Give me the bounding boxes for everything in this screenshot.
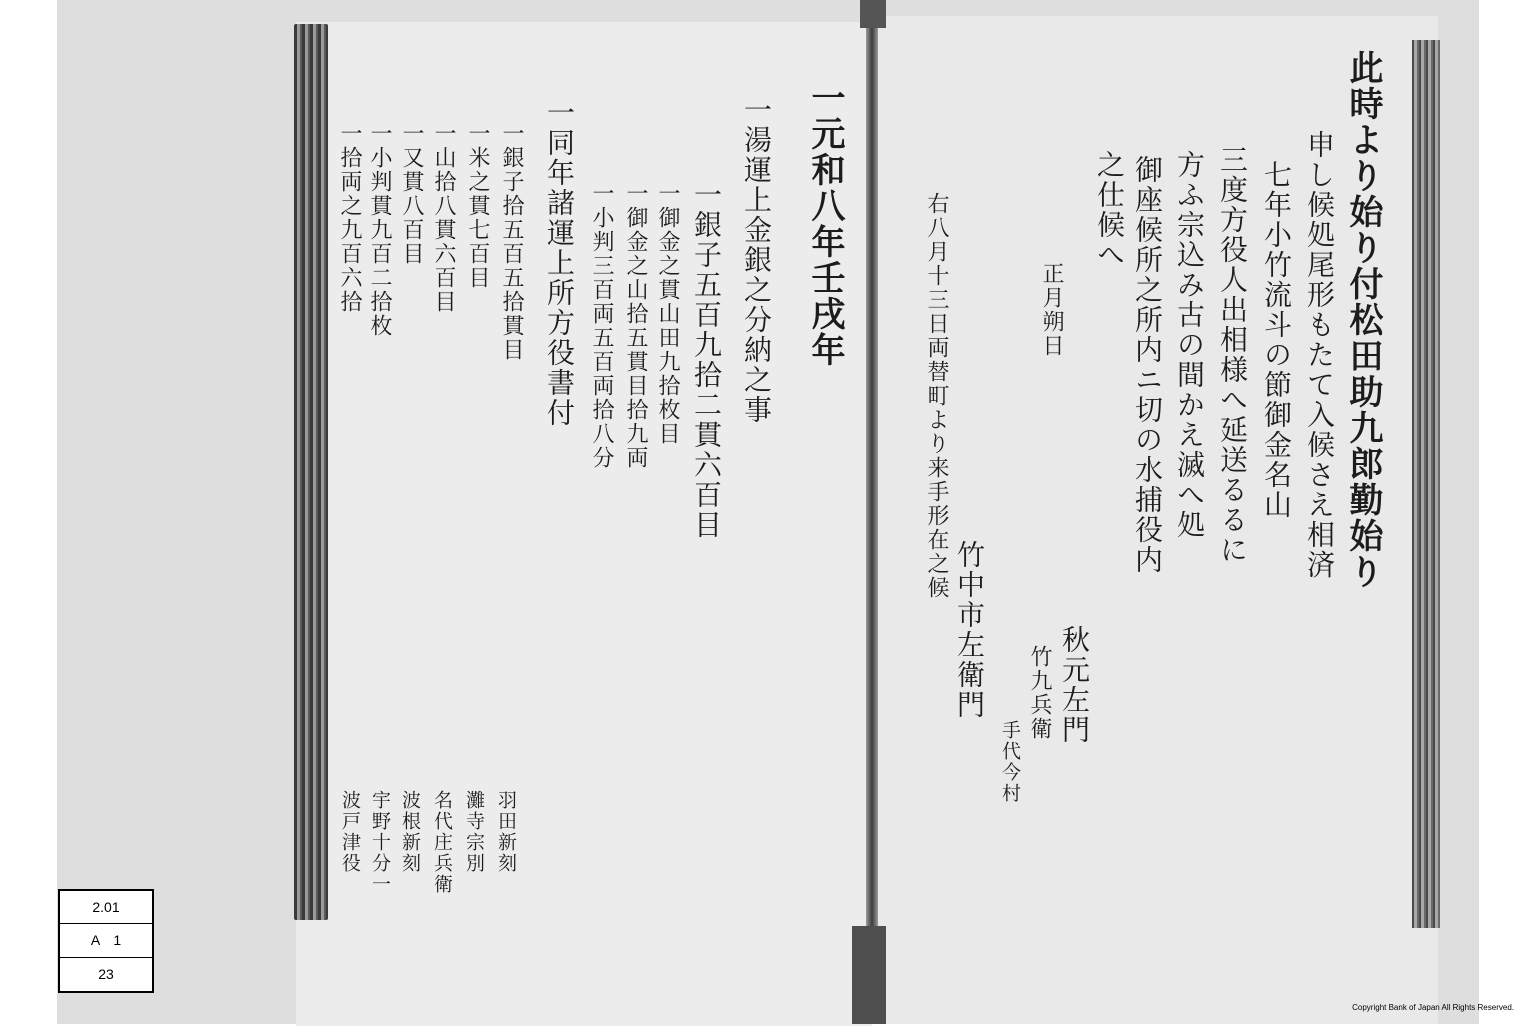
right-page-edge — [1412, 40, 1440, 928]
catalog-line-3: 23 — [98, 966, 114, 983]
left-item-4: 一御金之山拾五貫目拾九両 — [623, 182, 648, 470]
left-item-1: 一湯運上金銀之分納之事 — [740, 95, 773, 425]
right-col-4: 三度方役人出相様へ延送るるに — [1216, 145, 1249, 565]
right-col-2: 申し候処尾形もたて入候さえ相済 — [1303, 130, 1336, 580]
catalog-line-2: A 1 — [60, 924, 152, 957]
left-item-7: 一銀子拾五百五拾貫目 — [499, 122, 524, 362]
right-note: 右八月十三日両替町より来手形在之候 — [924, 192, 949, 600]
left-note-5: 宇野十分一 — [369, 790, 391, 895]
book-spine — [866, 0, 878, 1024]
left-note-1: 羽田新刻 — [495, 790, 517, 874]
right-col-6: 御座候所之所内ニ切の水捕役内 — [1131, 155, 1164, 575]
right-date: 正月朔日 — [1039, 262, 1064, 358]
signer-3: 竹九兵衛 — [1027, 645, 1052, 741]
right-col-1: 此時より始り付松田助九郎勤始り — [1343, 50, 1383, 590]
left-note-4: 波根新刻 — [399, 790, 421, 874]
right-col-7: 之仕候へ — [1093, 150, 1126, 270]
copyright-notice: Copyright Bank of Japan All Rights Reserved. — [1352, 1003, 1514, 1012]
left-item-5: 一小判三百両五百両拾八分 — [589, 182, 614, 470]
catalog-line-1: 2.01 — [60, 891, 152, 924]
spine-tab-bottom — [852, 926, 886, 1024]
catalog-label — [58, 889, 154, 993]
left-item-8: 一米之貫七百目 — [465, 122, 490, 290]
right-col-3: 七年小竹流斗の節御金名山 — [1260, 160, 1293, 520]
right-col-5: 方ふ宗込み古の間かえ滅へ処 — [1173, 150, 1206, 540]
signer-1: 竹中市左衛門 — [953, 540, 986, 720]
left-item-11: 一小判貫九百二拾枚 — [367, 122, 392, 338]
left-note-6: 波戸津役 — [339, 790, 361, 874]
left-note-2: 灘寺宗別 — [463, 790, 485, 874]
left-heading: 一元和八年壬戌年 — [805, 80, 845, 368]
left-item-6: 一同年諸運上所方役書付 — [543, 98, 576, 428]
left-page-edge — [294, 24, 328, 920]
signer-4: 手代今村 — [999, 720, 1021, 804]
spine-tab-top — [860, 0, 886, 28]
left-item-3: 一御金之貫山田九拾枚目 — [655, 182, 680, 446]
signer-2: 秋元左門 — [1058, 625, 1091, 745]
left-item-12: 一拾両之九百六拾 — [337, 122, 362, 314]
left-item-9: 一山拾八貫六百目 — [431, 122, 456, 314]
left-note-3: 名代庄兵衛 — [431, 790, 453, 895]
left-item-2: 一銀子五百九拾二貫六百目 — [690, 180, 723, 540]
left-item-10: 一又貫八百目 — [399, 122, 424, 266]
